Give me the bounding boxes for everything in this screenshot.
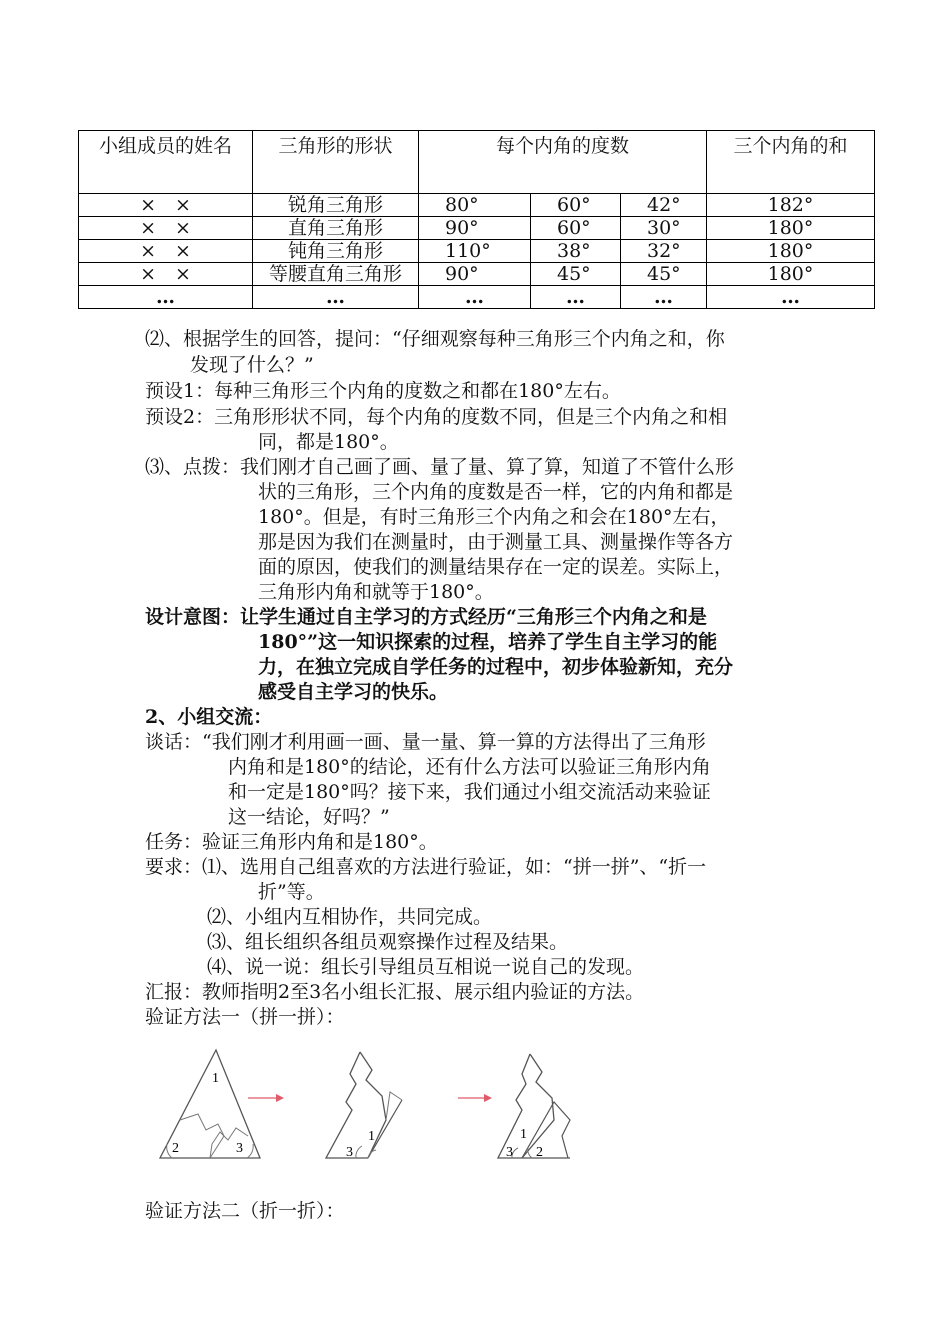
- cell-sum: 182°: [707, 194, 875, 217]
- angle-label: 1: [212, 1071, 219, 1086]
- cell-shape: 锐角三角形: [253, 194, 419, 217]
- hint-line-3: 180°。但是，有时三角形三个内角之和会在180°左右，: [258, 506, 730, 528]
- hint-line-6: 三角形内角和就等于180°。: [258, 581, 494, 603]
- cell-angle3: 30°: [621, 217, 707, 240]
- cell-name: × ×: [79, 194, 253, 217]
- cell-angle1: …: [419, 286, 531, 309]
- cell-name: × ×: [79, 263, 253, 286]
- cell-angle2: 45°: [531, 263, 621, 286]
- cell-angle3: 42°: [621, 194, 707, 217]
- table-row: [79, 263, 875, 286]
- talk-line-4: 这一结论，好吗？”: [228, 806, 390, 828]
- angle-label: 3: [236, 1141, 243, 1156]
- preset-2-line-1: 预设2：三角形形状不同，每个内角的度数不同，但是三个内角之和相: [145, 406, 728, 428]
- cell-angle1: 90°: [419, 217, 531, 240]
- cell-angle1: 110°: [419, 240, 531, 263]
- cell-shape: 直角三角形: [253, 217, 419, 240]
- preset-1: 预设1：每种三角形三个内角的度数之和都在180°左右。: [145, 380, 621, 402]
- method-2-heading: 验证方法二（折一折）：: [145, 1200, 345, 1222]
- preset-2-line-2: 同，都是180°。: [258, 431, 399, 453]
- table-header-row: [79, 131, 875, 194]
- cell-name: × ×: [79, 240, 253, 263]
- cell-angle2: 60°: [531, 194, 621, 217]
- cell-angle3: 45°: [621, 263, 707, 286]
- cell-angle2: 38°: [531, 240, 621, 263]
- angle-label: 3: [506, 1145, 513, 1160]
- table-row: [79, 217, 875, 240]
- cell-angle1: 80°: [419, 194, 531, 217]
- talk-line-2: 内角和是180°的结论，还有什么方法可以验证三角形内角: [228, 756, 711, 778]
- table-row: [79, 240, 875, 263]
- arrow-head-icon: [276, 1094, 284, 1102]
- design-intent-line-4: 感受自主学习的快乐。: [258, 681, 449, 703]
- header-name: 小组成员的姓名: [79, 131, 253, 194]
- hint-line-4: 那是因为我们在测量时，由于测量工具、测量操作等各方: [258, 531, 734, 553]
- angle-table: [78, 130, 875, 309]
- talk-line-1: 谈话：“我们刚才利用画一画、量一量、算一算的方法得出了三角形: [145, 731, 706, 753]
- cell-shape: 等腰直角三角形: [253, 263, 419, 286]
- requirement-3: ⑶、组长组织各组员观察操作过程及结果。: [207, 931, 569, 953]
- cell-sum: …: [707, 286, 875, 309]
- table-row: [79, 286, 875, 309]
- cell-sum: 180°: [707, 240, 875, 263]
- header-shape: 三角形的形状: [253, 131, 419, 194]
- cell-name: × ×: [79, 217, 253, 240]
- cell-sum: 180°: [707, 263, 875, 286]
- requirement-1-line-1: 要求：⑴、选用自己组喜欢的方法进行验证，如：“拼一拼”、“折一: [145, 856, 707, 878]
- cell-angle3: 32°: [621, 240, 707, 263]
- hint-line-5: 面的原因，使我们的测量结果存在一定的误差。实际上，: [258, 556, 734, 578]
- requirement-1-line-2: 折”等。: [258, 881, 325, 903]
- talk-line-3: 和一定是180°吗？接下来，我们通过小组交流活动来验证: [228, 781, 711, 803]
- cell-shape: …: [253, 286, 419, 309]
- design-intent-line-1: 设计意图：让学生通过自主学习的方式经历“三角形三个内角之和是: [145, 606, 707, 628]
- hint-line-2: 状的三角形，三个内角的度数是否一样，它的内角和都是: [258, 481, 734, 503]
- cell-name: …: [79, 286, 253, 309]
- arrow-head-icon: [484, 1094, 492, 1102]
- angle-label: 2: [172, 1141, 179, 1156]
- cell-angle3: …: [621, 286, 707, 309]
- question-2-line-1: ⑵、根据学生的回答，提问：“仔细观察每种三角形三个内角之和，你: [145, 328, 725, 350]
- design-intent-line-3: 力，在独立完成自学任务的过程中，初步体验新知，充分: [258, 656, 734, 678]
- cell-shape: 钝角三角形: [253, 240, 419, 263]
- header-angles: 每个内角的度数: [419, 131, 707, 194]
- method-1-heading: 验证方法一（拼一拼）：: [145, 1006, 345, 1028]
- cell-angle2: …: [531, 286, 621, 309]
- section-heading: 2、小组交流：: [145, 706, 273, 728]
- requirement-4: ⑷、说一说：组长引导组员互相说一说自己的发现。: [207, 956, 645, 978]
- cell-sum: 180°: [707, 217, 875, 240]
- header-sum: 三个内角的和: [707, 131, 875, 194]
- requirement-2: ⑵、小组内互相协作，共同完成。: [207, 906, 493, 928]
- tear-and-join-figure: [150, 1040, 590, 1170]
- design-intent-line-2: 180°”这一知识探索的过程，培养了学生自主学习的能: [258, 631, 718, 653]
- task-line: 任务：验证三角形内角和是180°。: [145, 831, 438, 853]
- question-2-line-2: 发现了什么？”: [190, 354, 314, 376]
- hint-line-1: ⑶、点拨：我们刚才自己画了画、量了量、算了算，知道了不管什么形: [145, 456, 735, 478]
- angle-label: 2: [536, 1145, 543, 1160]
- report-line: 汇报：教师指明2至3名小组长汇报、展示组内验证的方法。: [145, 981, 645, 1003]
- cell-angle2: 60°: [531, 217, 621, 240]
- cell-angle1: 90°: [419, 263, 531, 286]
- angle-label: 1: [368, 1129, 375, 1144]
- angle-label: 3: [346, 1145, 353, 1160]
- angle-label: 1: [520, 1127, 527, 1142]
- table-row: [79, 194, 875, 217]
